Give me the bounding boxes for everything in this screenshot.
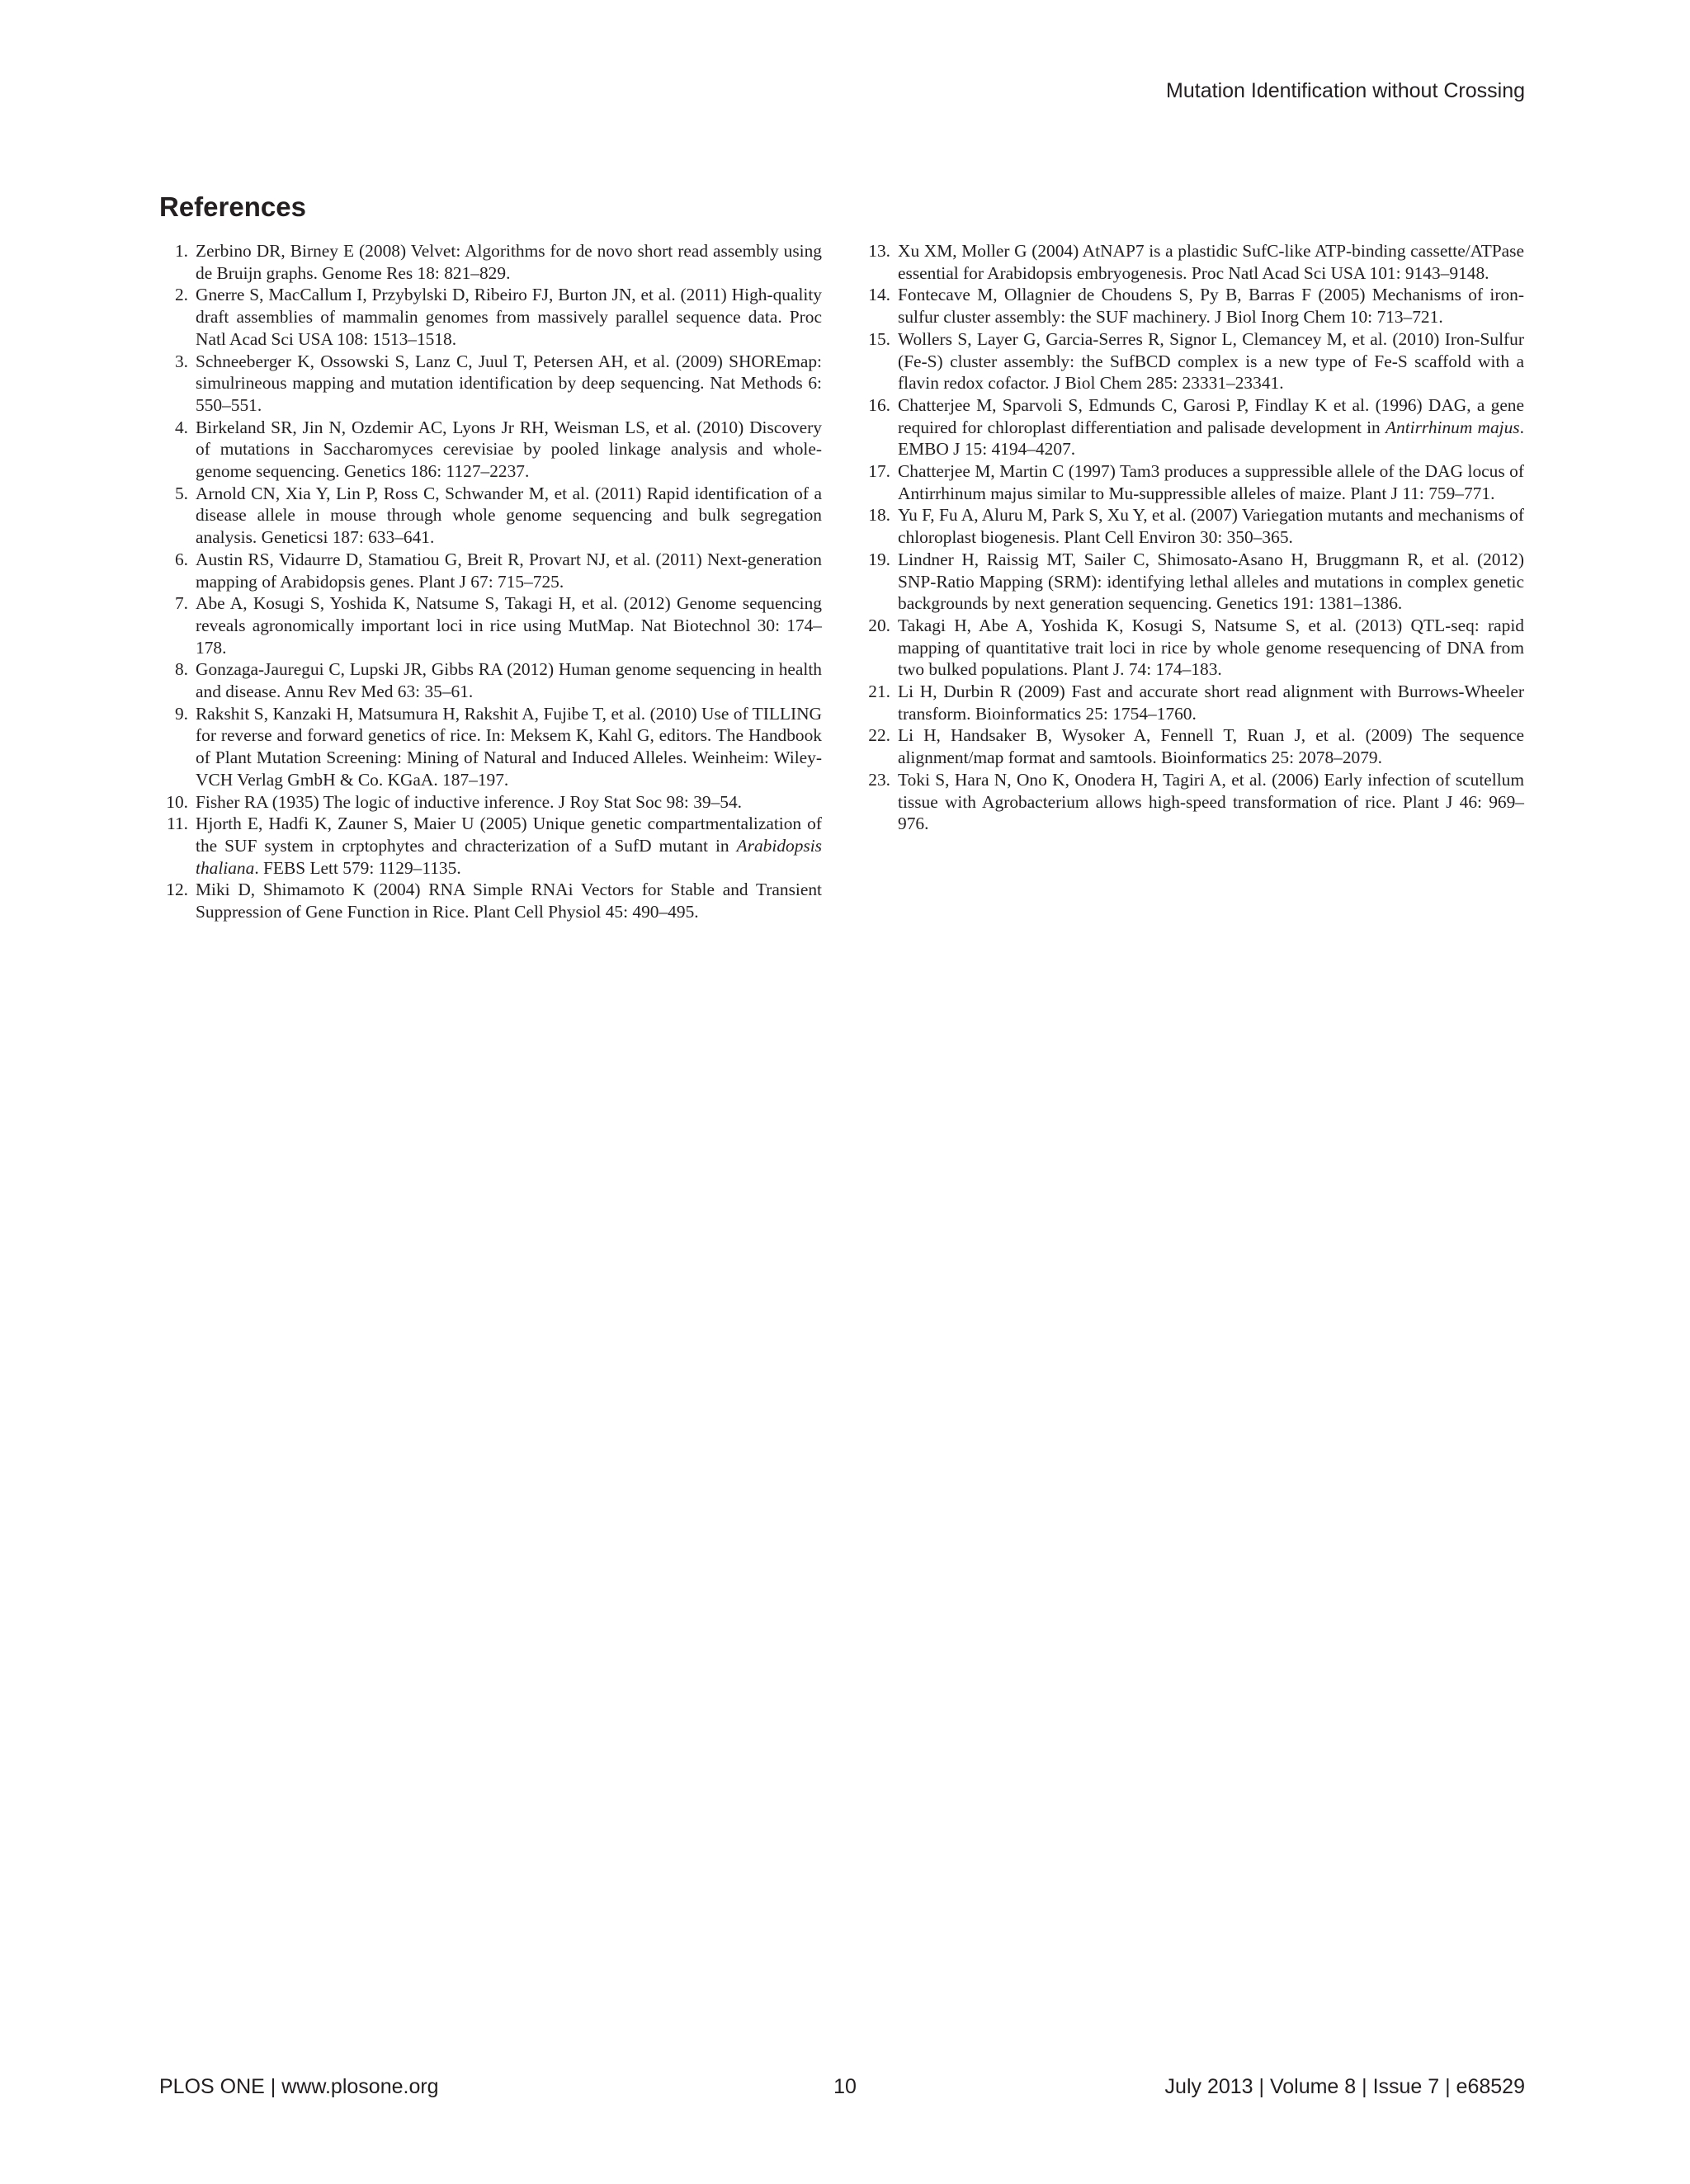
reference-item: [159, 813, 822, 879]
reference-number: 8.: [174, 659, 188, 680]
reference-item: [159, 417, 822, 483]
reference-item: [862, 284, 1524, 328]
reference-item: [159, 351, 822, 417]
reference-text: Xu XM, Moller G (2004) AtNAP7 is a plastidic SufC-like ATP-binding cassette/ATPase essential for Arabidopsis embryogenesis. Proc Natl Acad Sci USA 101: 9143–9148.: [898, 241, 1524, 283]
reference-text: Chatterjee M, Martin C (1997) Tam3 produces a suppressible allele of the DAG locus of Antirrhinum majus similar to Mu-suppressible alleles of maize. Plant J 11: 759–771.: [898, 461, 1524, 503]
reference-text: [196, 813, 822, 879]
reference-text: Abe A, Kosugi S, Yoshida K, Natsume S, Takagi H, et al. (2012) Genome sequencing reveals agronomically important loci in rice using MutMap. Nat Biotechnol 30: 174–178.: [196, 593, 822, 658]
reference-number: 14.: [868, 285, 890, 305]
reference-item: [862, 328, 1524, 394]
reference-text-part: Chatterjee M, Sparvoli S, Edmunds C, Garosi P, Findlay K et al. (1996) DAG, a gene required for chloroplast differentiation and palisade development in: [898, 394, 1524, 437]
reference-number: 2.: [174, 285, 188, 305]
reference-item: [862, 615, 1524, 681]
reference-item: [159, 549, 822, 592]
reference-number: 15.: [868, 328, 890, 349]
reference-text: Gnerre S, MacCallum I, Przybylski D, Ribeiro FJ, Burton JN, et al. (2011) High-quality draft assemblies of mammalin genomes from massively parallel sequence data. Proc Natl Acad Sci USA 108: 1513–1518.: [196, 285, 822, 349]
reference-item: [159, 791, 822, 814]
reference-item: [862, 549, 1524, 615]
reference-text: Takagi H, Abe A, Yoshida K, Kosugi S, Natsume S, et al. (2013) QTL-seq: rapid mapping of quantitative trait loci in rice by whole genome resequencing of DNA from two bulked populations. Plant J. 74: 174–183.: [898, 615, 1524, 680]
reference-number: 13.: [868, 241, 890, 261]
reference-number: 4.: [174, 417, 188, 437]
reference-text: Gonzaga-Jauregui C, Lupski JR, Gibbs RA (2012) Human genome sequencing in health and disease. Annu Rev Med 63: 35–61.: [196, 659, 822, 702]
reference-text: Arnold CN, Xia Y, Lin P, Ross C, Schwander M, et al. (2011) Rapid identification of a disease allele in mouse through whole genome sequencing and bulk segregation analysis. Geneticsi 187: 633–641.: [196, 483, 822, 548]
reference-number: 17.: [868, 461, 890, 482]
references-column-right: [862, 240, 1524, 835]
reference-number: 12.: [166, 880, 188, 900]
reference-number: 3.: [174, 351, 188, 371]
footer-journal: PLOS ONE | www.plosone.org: [159, 2075, 439, 2098]
reference-text-part: . EMBO J 15: 4194–4207.: [898, 417, 1524, 460]
reference-number: 21.: [868, 682, 890, 702]
reference-item: [159, 592, 822, 658]
reference-text-part: . FEBS Lett 579: 1129–1135.: [254, 857, 461, 878]
running-head: Mutation Identification without Crossing: [1166, 79, 1525, 102]
reference-item: [159, 284, 822, 350]
reference-item: [159, 658, 822, 702]
reference-text: Fontecave M, Ollagnier de Choudens S, Py B, Barras F (2005) Mechanisms of iron-sulfur cluster assembly: the SUF machinery. J Biol Inorg Chem 10: 713–721.: [898, 285, 1524, 328]
footer-issue: July 2013 | Volume 8 | Issue 7 | e68529: [1164, 2075, 1525, 2098]
references-column-left: [159, 240, 822, 923]
reference-item: [862, 724, 1524, 768]
species-name: Arabidopsis thaliana: [196, 835, 822, 878]
reference-number: 19.: [868, 549, 890, 569]
species-name: Antirrhinum majus: [1385, 417, 1520, 437]
reference-text: Austin RS, Vidaurre D, Stamatiou G, Breit R, Provart NJ, et al. (2011) Next-generation mapping of Arabidopsis genes. Plant J 67: 715–725.: [196, 549, 822, 592]
reference-text: Wollers S, Layer G, Garcia-Serres R, Signor L, Clemancey M, et al. (2010) Iron-Sulfur (Fe-S) cluster assembly: the SufBCD complex is a new type of Fe-S scaffold with a flavin redox cofactor. J Biol Chem 285: 23331–23341.: [898, 328, 1524, 394]
reference-text: Toki S, Hara N, Ono K, Onodera H, Tagiri A, et al. (2006) Early infection of scutellum tissue with Agrobacterium allows high-speed transformation of rice. Plant J 46: 969–976.: [898, 769, 1524, 834]
reference-number: 20.: [868, 615, 890, 635]
reference-item: [862, 394, 1524, 460]
reference-item: [159, 483, 822, 549]
reference-number: 23.: [868, 769, 890, 790]
footer-page-number: 10: [833, 2075, 857, 2098]
reference-number: 22.: [868, 725, 890, 746]
references-heading: References: [159, 191, 306, 222]
reference-text: Schneeberger K, Ossowski S, Lanz C, Juul T, Petersen AH, et al. (2009) SHOREmap: simulrineous mapping and mutation identification by deep sequencing. Nat Methods 6: 550–551.: [196, 351, 822, 415]
reference-item: [862, 460, 1524, 504]
reference-item: [862, 504, 1524, 548]
reference-text: Rakshit S, Kanzaki H, Matsumura H, Rakshit A, Fujibe T, et al. (2010) Use of TILLING for reverse and forward genetics of rice. In: Meksem K, Kahl G, editors. The Handbook of Plant Mutation Screening: Mining of Natural and Induced Alleles. Weinheim: Wiley-VCH Verlag GmbH & Co. KGaA. 187–197.: [196, 703, 822, 790]
reference-text: Miki D, Shimamoto K (2004) RNA Simple RNAi Vectors for Stable and Transient Suppression of Gene Function in Rice. Plant Cell Physiol 45: 490–495.: [196, 880, 822, 922]
reference-text: Yu F, Fu A, Aluru M, Park S, Xu Y, et al. (2007) Variegation mutants and mechanisms of chloroplast biogenesis. Plant Cell Environ 30: 350–365.: [898, 505, 1524, 548]
reference-number: 6.: [174, 549, 188, 569]
reference-text: Zerbino DR, Birney E (2008) Velvet: Algorithms for de novo short read assembly using de Bruijn graphs. Genome Res 18: 821–829.: [196, 241, 822, 283]
reference-number: 11.: [167, 814, 188, 834]
reference-item: [159, 879, 822, 922]
reference-number: 18.: [868, 505, 890, 526]
reference-number: 10.: [166, 791, 188, 812]
reference-item: [159, 240, 822, 284]
reference-item: [862, 769, 1524, 835]
reference-number: 5.: [174, 483, 188, 503]
reference-number: 9.: [174, 703, 188, 724]
reference-item: [862, 681, 1524, 724]
reference-number: 1.: [174, 241, 188, 261]
reference-item: [862, 240, 1524, 284]
reference-text: Li H, Handsaker B, Wysoker A, Fennell T, Ruan J, et al. (2009) The sequence alignment/map format and samtools. Bioinformatics 25: 2078–2079.: [898, 725, 1524, 768]
reference-number: 16.: [868, 394, 890, 415]
reference-number: 7.: [174, 593, 188, 614]
reference-item: [159, 703, 822, 791]
reference-text: [898, 394, 1524, 460]
reference-text: Birkeland SR, Jin N, Ozdemir AC, Lyons Jr RH, Weisman LS, et al. (2010) Discovery of mutations in Saccharomyces cerevisiae by pooled linkage analysis and whole-genome sequencing. Genetics 186: 1127–2237.: [196, 417, 822, 482]
reference-text: Lindner H, Raissig MT, Sailer C, Shimosato-Asano H, Bruggmann R, et al. (2012) SNP-Ratio Mapping (SRM): identifying lethal alleles and mutations in complex genetic backgrounds by next generation sequencing. Genetics 191: 1381–1386.: [898, 549, 1524, 614]
reference-text: Fisher RA (1935) The logic of inductive inference. J Roy Stat Soc 98: 39–54.: [196, 791, 743, 812]
reference-text-part: Hjorth E, Hadfi K, Zauner S, Maier U (2005) Unique genetic compartmentalization of the SUF system in crptophytes and chracterization of a SufD mutant in: [196, 814, 822, 856]
reference-text: Li H, Durbin R (2009) Fast and accurate short read alignment with Burrows-Wheeler transform. Bioinformatics 25: 1754–1760.: [898, 682, 1524, 724]
